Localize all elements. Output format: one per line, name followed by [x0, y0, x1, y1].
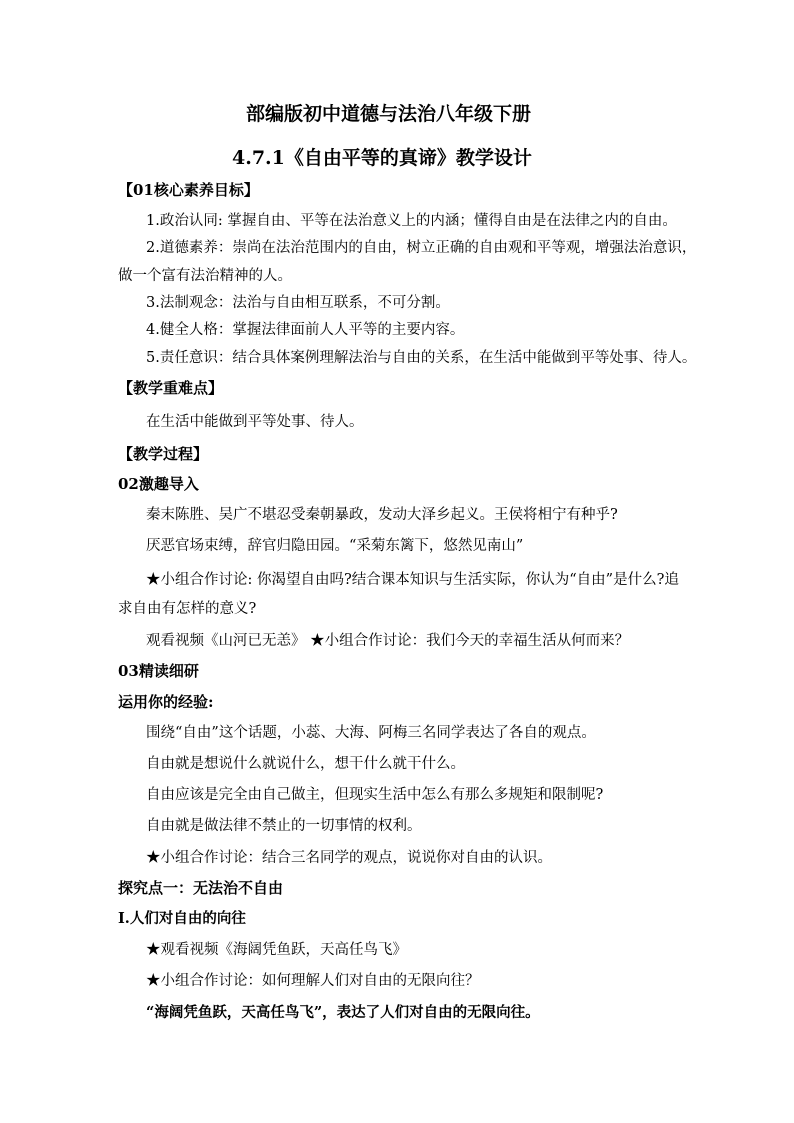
experience-paragraph: 自由就是做法律不禁止的一切事情的权利。: [146, 818, 422, 834]
intro-paragraph-continued: 求自由有怎样的意义?: [118, 601, 257, 617]
experience-paragraph: 自由应该是完全由自己做主，但现实生活中怎么有那么多规矩和限制呢?: [146, 787, 604, 803]
objective-item: 3.法制观念：法治与自由相互联系，不可分割。: [146, 295, 450, 311]
intro-paragraph: ★小组合作讨论: 你渴望自由吗?结合课本知识与生活实际，你认为“自由”是什么?追: [146, 572, 679, 588]
experience-paragraph: 自由就是想说什么就说什么，想干什么就干什么。: [146, 756, 465, 772]
objective-item: 5.责任意识：结合具体案例理解法治与自由的关系，在生活中能做到平等处事、待人。: [146, 350, 697, 366]
objective-item: 4.健全人格：掌握法律面前人人平等的主要内容。: [146, 322, 465, 338]
intro-paragraph: 秦末陈胜、吴广不堪忍受秦朝暴政，发动大泽乡起义。王侯将相宁有种乎?: [146, 507, 618, 523]
intro-paragraph: 厌恶官场束缚，辞官归隐田园。“采菊东篱下，悠然见南山”: [146, 538, 524, 554]
explore-heading: 探究点一：无法治不自由: [118, 879, 284, 897]
experience-paragraph: ★小组合作讨论：结合三名同学的观点，说说你对自由的认识。: [146, 850, 552, 866]
part1-paragraph: ★观看视频《海阔凭鱼跃，天高任鸟飞》: [146, 942, 407, 958]
document-title: 部编版初中道德与法治八年级下册: [246, 103, 532, 125]
key-points-text: 在生活中能做到平等处事、待人。: [146, 414, 364, 430]
intro-paragraph: 观看视频《山河已无恙》 ★小组合作讨论：我们今天的幸福生活从何而来？: [146, 633, 630, 649]
part1-paragraph: ★小组合作讨论：如何理解人们对自由的无限向往？: [146, 973, 480, 989]
experience-heading: 运用你的经验:: [118, 693, 214, 711]
section-heading-objectives: 【01核心素养目标】: [118, 181, 259, 199]
experience-paragraph: 围绕“自由”这个话题，小蕊、大海、阿梅三名同学表达了各自的观点。: [146, 725, 596, 741]
section-heading-key-points: 【教学重难点】: [118, 379, 224, 397]
document-subtitle: 4.7.1《自由平等的真谛》教学设计: [232, 147, 532, 169]
objective-item: 1.政治认同: 掌握自由、平等在法治意义上的内涵；懂得自由是在法律之内的自由。: [146, 213, 677, 229]
conclusion-text: “海阔凭鱼跃，天高任鸟飞”，表达了人们对自由的无限向往。: [146, 1004, 540, 1021]
section-heading-intro: 02激趣导入: [118, 475, 199, 493]
part1-heading: Ⅰ.人们对自由的向往: [118, 910, 246, 927]
objective-item: 2.道德素养：崇尚在法治范围内的自由，树立正确的自由观和平等观，增强法治意识，: [146, 240, 697, 256]
section-heading-process: 【教学过程】: [118, 445, 209, 463]
objective-item-continued: 做一个富有法治精神的人。: [118, 268, 292, 284]
section-heading-study: 03精读细研: [118, 662, 199, 680]
